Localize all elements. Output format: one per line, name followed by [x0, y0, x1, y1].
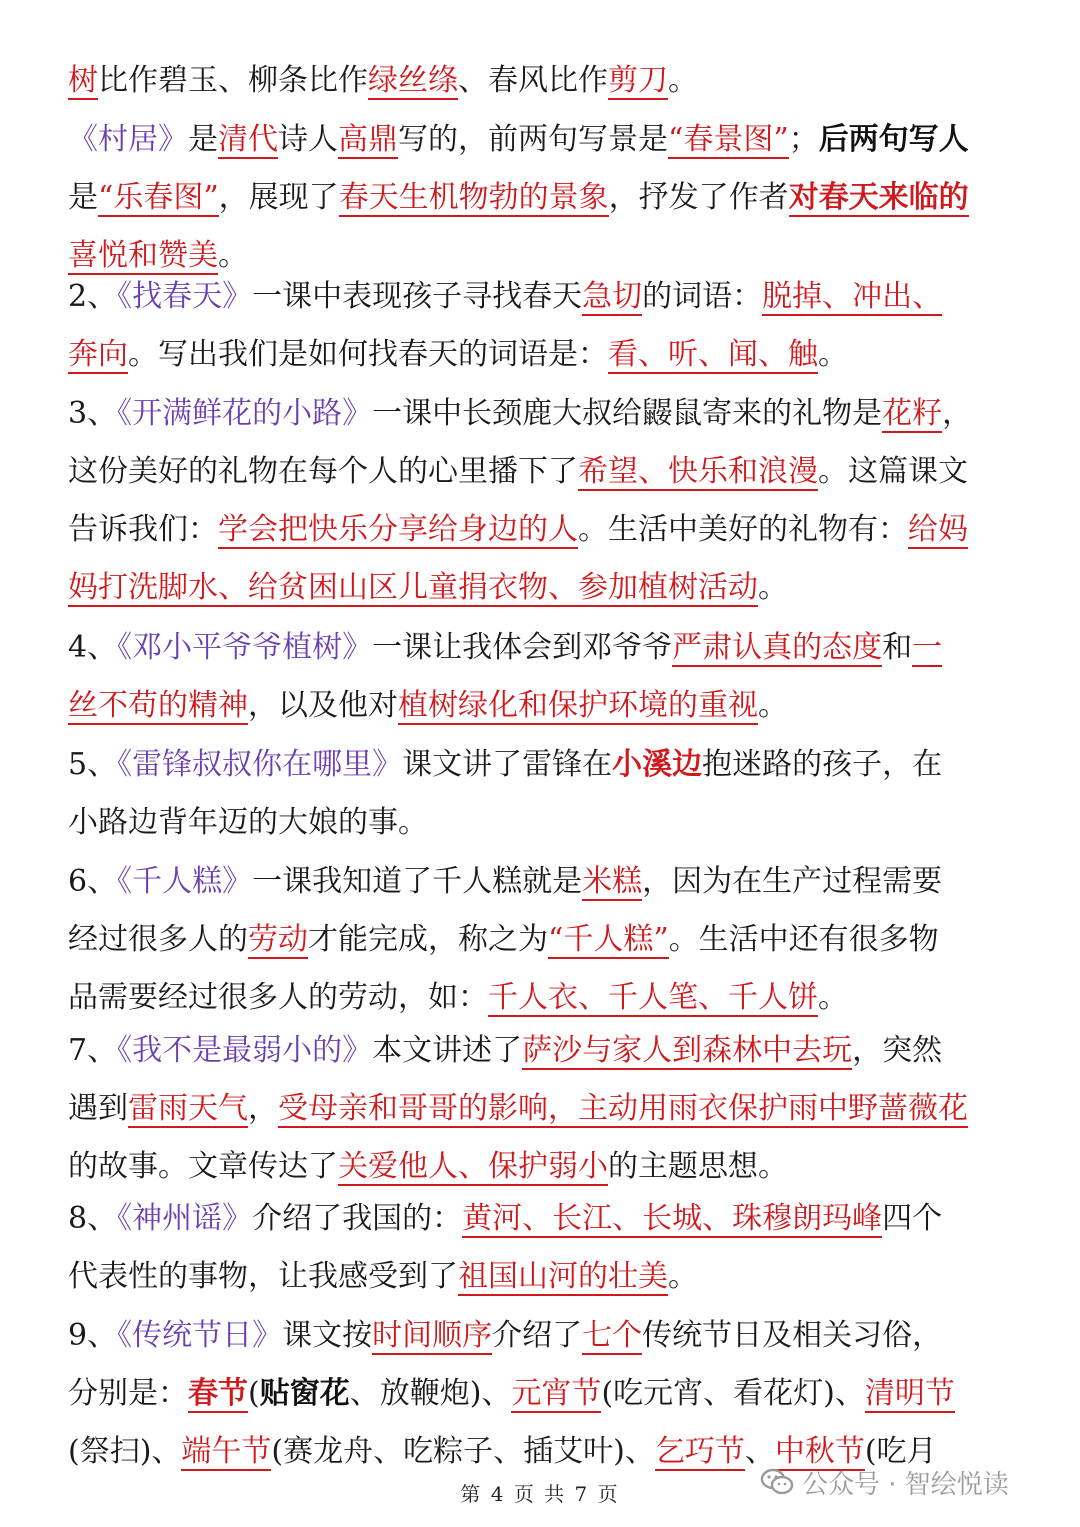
- text-segment: 才能完成，称之为: [308, 922, 548, 957]
- text-segment: 。写出我们是如何找春天的词语是：: [128, 337, 608, 372]
- text-segment: 这份美好的礼物在每个人的心里播下了: [68, 454, 578, 489]
- answer-text: 元宵节: [511, 1376, 602, 1411]
- lesson-title: 《村居》: [68, 122, 188, 157]
- text-segment: (赛龙舟、吃粽子、插艾叶)、: [271, 1434, 655, 1469]
- text-line: [68, 677, 1048, 735]
- text-segment: 。: [758, 570, 788, 605]
- text-segment: 一课中长颈鹿大叔给鼹鼠寄来的礼物是: [372, 396, 883, 431]
- text-segment: 9、: [68, 1318, 118, 1353]
- text-segment: 。: [818, 980, 848, 1015]
- text-segment: 是: [68, 180, 98, 215]
- text-segment: 品需要经过很多人的劳动，如：: [68, 980, 488, 1015]
- paragraph-item-3: [68, 385, 1048, 617]
- text-segment: 、春风比作: [458, 63, 608, 98]
- text-segment: 。: [218, 238, 248, 273]
- text-segment: 、放鞭炮)、: [349, 1376, 512, 1411]
- text-line: [68, 853, 1048, 911]
- text-segment: 介绍了我国的：: [252, 1201, 463, 1236]
- text-segment: 告诉我们：: [68, 512, 218, 547]
- text-segment: 的词语：: [642, 279, 763, 314]
- text-line: [68, 794, 1048, 852]
- text-segment: 、: [744, 1434, 775, 1469]
- answer-text: 雷雨天气: [128, 1091, 248, 1126]
- text-segment: ；: [788, 122, 819, 157]
- lesson-title: 《千人糕》: [117, 864, 253, 899]
- bold-text: 贴窗花: [259, 1376, 350, 1411]
- text-segment: 课文按: [282, 1318, 373, 1353]
- answer-text: 萨沙与家人到森林中去玩: [522, 1033, 853, 1068]
- answer-text: 劳动: [248, 922, 308, 957]
- lesson-title: 《我不是最弱小的》: [117, 1033, 373, 1068]
- answer-text: 喜悦和赞美: [68, 238, 218, 273]
- text-line: [68, 1365, 1048, 1423]
- text-line: [68, 52, 1048, 110]
- text-line: [68, 1190, 1048, 1248]
- text-line: [68, 1248, 1048, 1306]
- text-segment: 。这篇课文: [818, 454, 968, 489]
- answer-text: 学会把快乐分享给身边的人: [218, 512, 578, 547]
- answer-text: 看、听、闻、触: [608, 337, 818, 372]
- answer-text: 黄河、长江、长城、珠穆朗玛峰: [462, 1201, 883, 1236]
- text-segment: ，抒发了作者: [608, 180, 789, 215]
- lesson-title: 《找春天》: [117, 279, 253, 314]
- text-segment: (吃元宵、看花灯)、: [601, 1376, 865, 1411]
- text-segment: 的故事。文章传达了: [68, 1149, 338, 1184]
- text-segment: 7、: [68, 1033, 118, 1068]
- answer-text: 关爱他人、保护弱小: [338, 1149, 608, 1184]
- text-segment: 一课中表现孩子寻找春天: [252, 279, 583, 314]
- text-segment: 。生活中还有很多物: [668, 922, 939, 957]
- answer-text: 奔向: [68, 337, 128, 372]
- paragraph-block-1: [68, 52, 1048, 110]
- text-segment: 经过很多人的: [68, 922, 248, 957]
- answer-text: 绿丝绦: [368, 63, 458, 98]
- text-segment: (祭扫)、: [68, 1434, 182, 1469]
- text-segment: 8、: [68, 1201, 118, 1236]
- answer-text: 脱掉、冲出、: [762, 279, 943, 314]
- answer-text-bold: 对春天来临的: [788, 180, 969, 215]
- text-segment: ，突然: [852, 1033, 943, 1068]
- answer-text: 植树绿化和保护环境的重视: [398, 688, 758, 723]
- text-segment: 遇到: [68, 1091, 128, 1126]
- text-segment: 。: [668, 63, 698, 98]
- lesson-title: 《传统节日》: [117, 1318, 283, 1353]
- text-segment: 介绍了: [492, 1318, 583, 1353]
- answer-text: 千人衣、千人笔、千人饼: [488, 980, 818, 1015]
- text-segment: ，因为在生产过程需要: [642, 864, 943, 899]
- answer-text: 丝不苟的精神: [68, 688, 248, 723]
- answer-text: 乞巧节: [654, 1434, 745, 1469]
- text-segment: 是: [188, 122, 218, 157]
- answer-text: 花籽: [882, 396, 943, 431]
- text-line: [68, 736, 1048, 794]
- text-segment: 课文讲了雷锋在: [402, 747, 613, 782]
- paragraph-item-4: [68, 619, 1048, 735]
- watermark: [760, 1462, 1009, 1502]
- text-segment: ，展现了: [218, 180, 339, 215]
- text-line: [68, 1138, 1048, 1196]
- answer-text: 剪刀: [608, 63, 668, 98]
- answer-text-bold: 春节: [188, 1376, 248, 1411]
- text-segment: (: [248, 1376, 260, 1411]
- answer-text: 中秋节: [774, 1434, 865, 1469]
- text-segment: ，以及他对: [248, 688, 398, 723]
- lesson-title: 《雷锋叔叔你在哪里》: [117, 747, 403, 782]
- text-segment: 5、: [68, 747, 118, 782]
- answer-text: 七个: [582, 1318, 643, 1353]
- answer-text: 给妈: [908, 512, 968, 547]
- text-segment: 。: [758, 688, 788, 723]
- text-segment: 本文讲述了: [372, 1033, 523, 1068]
- lesson-title: 《开满鲜花的小路》: [117, 396, 373, 431]
- text-line: [68, 326, 1048, 384]
- text-line: [68, 1022, 1048, 1080]
- text-line: [68, 559, 1048, 617]
- answer-text: 米糕: [582, 864, 643, 899]
- answer-text: “乐春图”: [98, 180, 219, 215]
- text-segment: 2、: [68, 279, 118, 314]
- text-segment: 小路边背年迈的大娘的事。: [68, 805, 428, 840]
- text-segment: 。: [668, 1259, 698, 1294]
- answer-text: 清明节: [864, 1376, 955, 1411]
- text-segment: 传统节日及相关习俗，: [642, 1318, 943, 1353]
- text-segment: 一课让我体会到邓爷爷: [372, 630, 673, 665]
- paragraph-item-9: [68, 1307, 1048, 1481]
- answer-text: 春天生机物勃的景象: [338, 180, 609, 215]
- answer-text: 一: [912, 630, 943, 665]
- text-line: [68, 501, 1048, 559]
- answer-text: 受母亲和哥哥的影响，主动用雨衣保护雨中野蔷薇花: [278, 1091, 968, 1126]
- text-line: [68, 1080, 1048, 1138]
- text-segment: (吃月: [864, 1434, 937, 1469]
- answer-text: 妈打洗脚水、给贫困山区儿童捐衣物、参加植树活动: [68, 570, 758, 605]
- text-segment: 诗人: [278, 122, 338, 157]
- paragraph-item-5: [68, 736, 1048, 852]
- text-segment: 和: [882, 630, 913, 665]
- lesson-title: 《邓小平爷爷植树》: [117, 630, 373, 665]
- lesson-title: 《神州谣》: [117, 1201, 253, 1236]
- answer-text: 严肃认真的态度: [672, 630, 883, 665]
- text-segment: 3、: [68, 396, 118, 431]
- paragraph-block-cunju: [68, 111, 1048, 285]
- answer-text: 希望、快乐和浪漫: [578, 454, 818, 489]
- answer-text: 端午节: [181, 1434, 272, 1469]
- page-number-footer: 第 4 页 共 7 页: [460, 1482, 620, 1506]
- bold-text: 后两句写人: [818, 122, 969, 157]
- text-segment: ，: [248, 1091, 278, 1126]
- text-segment: 写的，前两句写景是: [398, 122, 668, 157]
- text-segment: 四个: [882, 1201, 943, 1236]
- answer-text: 清代: [218, 122, 278, 157]
- wechat-icon: [760, 1467, 794, 1497]
- text-segment: ，: [942, 396, 973, 431]
- text-line: [68, 169, 1048, 227]
- text-segment: 一课我知道了千人糕就是: [252, 864, 583, 899]
- answer-text: 祖国山河的壮美: [458, 1259, 668, 1294]
- text-line: [68, 385, 1048, 443]
- text-line: [68, 1307, 1048, 1365]
- text-line: [68, 443, 1048, 501]
- answer-text: “春景图”: [668, 122, 789, 157]
- answer-text: 高鼎: [338, 122, 398, 157]
- text-segment: 4、: [68, 630, 118, 665]
- text-segment: 。: [818, 337, 848, 372]
- watermark-text: 公众号 · 智绘悦读: [802, 1469, 1009, 1500]
- answer-text-bold: 小溪边: [612, 747, 703, 782]
- text-segment: 的主题思想。: [608, 1149, 788, 1184]
- text-line: [68, 911, 1048, 969]
- text-segment: 分别是：: [68, 1376, 188, 1411]
- paragraph-item-6: [68, 853, 1048, 1027]
- text-segment: 。生活中美好的礼物有：: [578, 512, 908, 547]
- text-segment: 代表性的事物，让我感受到了: [68, 1259, 458, 1294]
- paragraph-item-2: [68, 268, 1048, 384]
- paragraph-item-7: [68, 1022, 1048, 1196]
- text-line: [68, 619, 1048, 677]
- text-line: [68, 969, 1048, 1027]
- text-segment: 抱迷路的孩子，在: [702, 747, 943, 782]
- answer-text: “千人糕”: [548, 922, 669, 957]
- answer-text: 急切: [582, 279, 643, 314]
- paragraph-item-8: [68, 1190, 1048, 1306]
- text-segment: 6、: [68, 864, 118, 899]
- text-segment: 比作碧玉、柳条比作: [98, 63, 368, 98]
- answer-text: 树: [68, 63, 98, 98]
- answer-text: 时间顺序: [372, 1318, 493, 1353]
- text-line: [68, 111, 1048, 169]
- text-line: [68, 268, 1048, 326]
